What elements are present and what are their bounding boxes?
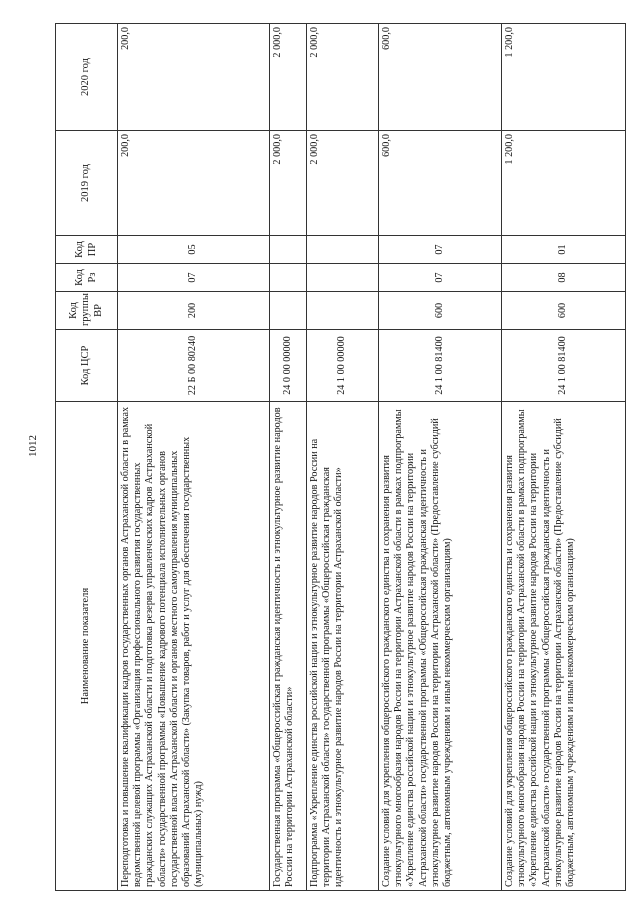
row-pr: [270, 236, 307, 264]
row-2019: 200,0: [118, 131, 270, 236]
row-csr: 24 0 00 00000: [270, 330, 307, 402]
header-row: [56, 24, 118, 891]
row-pr: 07: [379, 236, 502, 264]
row-vr: [307, 292, 379, 330]
header-rz: Код Рз: [56, 264, 118, 292]
row-2019: 1 200,0: [502, 131, 626, 236]
row-name: Переподготовка и повышение квалификации кадров государственных органов Астраханской области в рамках ведомственной целевой программы «Организация профессионального развития государственных гражданских служащих Астраханской области и подготовка резерва управленческих кадров Астраханской области» государственной программы «Повышение кадрового потенциала исполнительных органов государственной власти Астраханской области и органов местного самоуправления муниципальных образований Астраханской области» (Закупка товаров, работ и услуг для обеспечения государственных (муниципальных) нужд): [118, 402, 270, 891]
row-vr: 600: [502, 292, 626, 330]
row-2020: 600,0: [379, 24, 502, 131]
row-2020: 200,0: [118, 24, 270, 131]
rotated-page: [55, 24, 625, 891]
table-row: [270, 24, 307, 891]
row-csr: 24 1 00 81400: [379, 330, 502, 402]
table-row: [379, 24, 502, 891]
table-row: [118, 24, 270, 891]
header-2019: 2019 год: [56, 131, 118, 236]
table-row: [307, 24, 379, 891]
row-pr: 01: [502, 236, 626, 264]
row-pr: 05: [118, 236, 270, 264]
header-vr: Код группы ВР: [56, 292, 118, 330]
budget-table: [55, 23, 626, 891]
row-2019: 2 000,0: [307, 131, 379, 236]
header-2020: 2020 год: [56, 24, 118, 131]
row-name: Создание условий для укрепления общероссийского гражданского единства и сохранения развития этнокультурного многообразия народов России на территории Астраханской области в рамках подпрограммы «Укрепление единства российской нации и этнокультурное развитие народов России на территории Астраханской области» государственной программы «Общероссийская гражданская идентичность и этнокультурное развитие народов России на территории Астраханской области» (Предоставление субсидий бюджетным, автономным учреждениям и иным некоммерческим организациям): [502, 402, 626, 891]
row-csr: 24 1 00 00000: [307, 330, 379, 402]
header-name: Наименование показателя: [56, 402, 118, 891]
row-rz: [307, 264, 379, 292]
row-pr: [307, 236, 379, 264]
row-2020: 2 000,0: [307, 24, 379, 131]
row-name: Государственная программа «Общероссийская гражданская идентичность и этнокультурное развитие народов России на территории Астраханской области»: [270, 402, 307, 891]
row-csr: 22 Б 00 80240: [118, 330, 270, 402]
row-rz: 07: [379, 264, 502, 292]
row-2019: 600,0: [379, 131, 502, 236]
page-number: 1012: [27, 435, 39, 457]
row-rz: 08: [502, 264, 626, 292]
row-vr: 600: [379, 292, 502, 330]
row-2019: 2 000,0: [270, 131, 307, 236]
row-vr: [270, 292, 307, 330]
table-row: [502, 24, 626, 891]
row-name: Создание условий для укрепления общероссийского гражданского единства и сохранения развития этнокультурного многообразия народов России на территории Астраханской области в рамках подпрограммы «Укрепление единства российской нации и этнокультурное развитие народов России на территории Астраханской области» государственной программы «Общероссийская гражданская идентичность и этнокультурное развитие народов России на территории Астраханской области» (Предоставление субсидий бюджетным, автономным учреждениям и иным некоммерческим организациям): [379, 402, 502, 891]
row-rz: 07: [118, 264, 270, 292]
header-csr: Код ЦСР: [56, 330, 118, 402]
row-name: Подпрограмма «Укрепление единства российской нации и этнокультурное развитие народов России на территории Астраханской области» государственной программы «Общероссийская гражданская идентичность и этнокультурное развитие народов России на территории Астраханской области»: [307, 402, 379, 891]
row-2020: 2 000,0: [270, 24, 307, 131]
header-pr: Код ПР: [56, 236, 118, 264]
row-vr: 200: [118, 292, 270, 330]
row-rz: [270, 264, 307, 292]
row-2020: 1 200,0: [502, 24, 626, 131]
row-csr: 24 1 00 81400: [502, 330, 626, 402]
